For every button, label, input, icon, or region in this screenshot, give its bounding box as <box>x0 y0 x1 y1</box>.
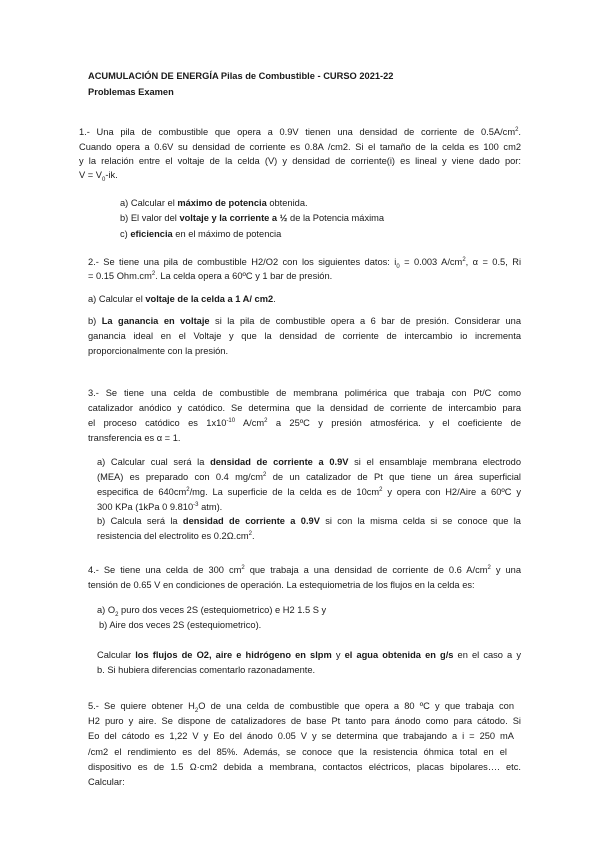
problem-2-line-1: 2.- Se tiene una pila de combustible H2/O2 con los siguientes datos: $i_0 = 0.003$ $A/cm^2$, α = 0.5, Ri <box>88 256 522 270</box>
problem-1-line-2: Cuando opera a 0.6V su densidad de corriente es 0.8A /cm2. Si el tamaño de la celda es 100 cm2 <box>79 142 521 152</box>
problem-3-item-a-line-4: 300 KPa (1kPa 0 $9.810^{-3}$ atm). <box>97 501 223 512</box>
problem-4-question-line-2: b. Si hubiera diferencias comentarlo razonadamente. <box>97 665 316 675</box>
problem-5-line-6: Calcular: <box>88 777 125 787</box>
problem-1-item-b: b) El valor del voltaje y la corriente a ½ de la Potencia máxima <box>120 213 385 223</box>
problem-3-item-b-line-1: b) Calcula será la densidad de corriente a 0.9V si con la misma celda si se conoce que la <box>97 516 521 526</box>
document-title: ACUMULACIÓN DE ENERGÍA Pilas de Combustible - CURSO 2021-22 <box>88 71 394 81</box>
problem-5-line-2: H2 puro y aire. Se dispone de catalizadores de base Pt tanto para ánodo como para cátodo. Si <box>88 716 521 726</box>
document-subtitle: Problemas Examen <box>88 87 174 97</box>
problem-3-item-a-line-1: a) Calcular cual será la densidad de corriente a 0.9V si el ensamblaje membrana electrodo <box>97 457 521 467</box>
problem-3-item-a-line-3: especifica de $640cm^2/mg$. La superficie de la celda es de $10cm^2$ y opera con H2/Aire a 60ºC y <box>97 486 521 497</box>
problem-3-item-b-line-2: resistencia del electrolito es $0.2\Omega.cm^2$. <box>97 530 255 541</box>
problem-2-item-b-line-3: proporcionalmente con la presión. <box>88 346 229 356</box>
problem-4-item-a: a) $O_2$ puro dos veces 2S (estequiometrico) e H2 1.5 S y <box>97 605 327 618</box>
problem-3-line-1: 3.- Se tiene una celda de combustible de membrana polimérica que trabaja con Pt/C como <box>88 388 521 398</box>
problem-5-line-4: /cm2 el rendimiento es del 85%. Además, se conoce que la resistencia óhmica total en el <box>88 747 507 757</box>
problem-2-item-a: a) Calcular el voltaje de la celda a 1 A/ cm2. <box>88 294 276 304</box>
problem-4-line-1: 4.- Se tiene una celda de 300 $cm^2$ que trabaja a una densidad de corriente de 0.6 $A/cm^2$ y una <box>88 564 521 575</box>
problem-4-item-b: b) Aire dos veces 2S (estequiometrico). <box>99 620 262 630</box>
problem-1-item-a: a) Calcular el máximo de potencia obtenida. <box>120 198 308 208</box>
problem-2-item-b-line-1: b) La ganancia en voltaje si la pila de combustible opera a 6 bar de presión. Considerar una <box>88 316 521 326</box>
problem-3-line-2: catalizador anódico y catódico. Se determina que la densidad de corriente de intercambio para <box>88 403 521 413</box>
problem-5-line-1: 5.- Se quiere obtener $H_2O$ de una celda de combustible que opera a 80 ºC y que trabaja con <box>88 701 514 714</box>
problem-3-item-a-line-2: (MEA) es preparado con 0.4 $mg/cm^2$ de un catalizador de Pt que tiene un área superficial <box>97 471 522 482</box>
problem-1-line-4: $V = V_0-ik$. <box>79 170 118 183</box>
problem-3-line-3: el proceso catódico es $1x10^{-10}$ $A/cm^2$ a 25ºC y presión atmosférica. y el coeficiente de <box>88 417 521 428</box>
problem-5-line-5: dispositivo es de 1.5 Ω·cm2 debida a membrana, contactos eléctricos, placas bipolares…. etc. <box>88 762 521 772</box>
problem-3-line-4: transferencia es α = 1. <box>88 433 181 443</box>
problem-1-line-1: 1.- Una pila de combustible que opera a 0.9V tienen una densidad de corriente de $0.5A/cm^2$. <box>79 126 521 137</box>
problem-4-question-line-1: Calcular los flujos de O2, aire e hidrógeno en slpm y el agua obtenida en g/s en el caso a y <box>97 650 521 660</box>
problem-5-line-3: Eo del cátodo es 1,22 V y Eo del ánodo 0.05 V y se determina que trabajando a i = 250 mA <box>88 731 514 741</box>
problem-1-line-3: y la relación entre el voltaje de la celda (V) y densidad de corriente(i) es lineal y viene dado por: <box>79 156 521 166</box>
problem-2-item-b-line-2: ganancia ideal en el Voltaje y que la densidad de corriente de intercambio io incrementa <box>88 331 521 341</box>
problem-1-item-c: c) eficiencia en el máximo de potencia <box>120 229 282 239</box>
problem-2-line-2: = 0.15 $Ohm.cm^2$. La celda opera a 60ºC y 1 bar de presión. <box>88 270 333 281</box>
problem-4-line-2: tensión de 0.65 V en condiciones de operación. La estequiometria de los flujos en la celda es: <box>88 580 475 590</box>
